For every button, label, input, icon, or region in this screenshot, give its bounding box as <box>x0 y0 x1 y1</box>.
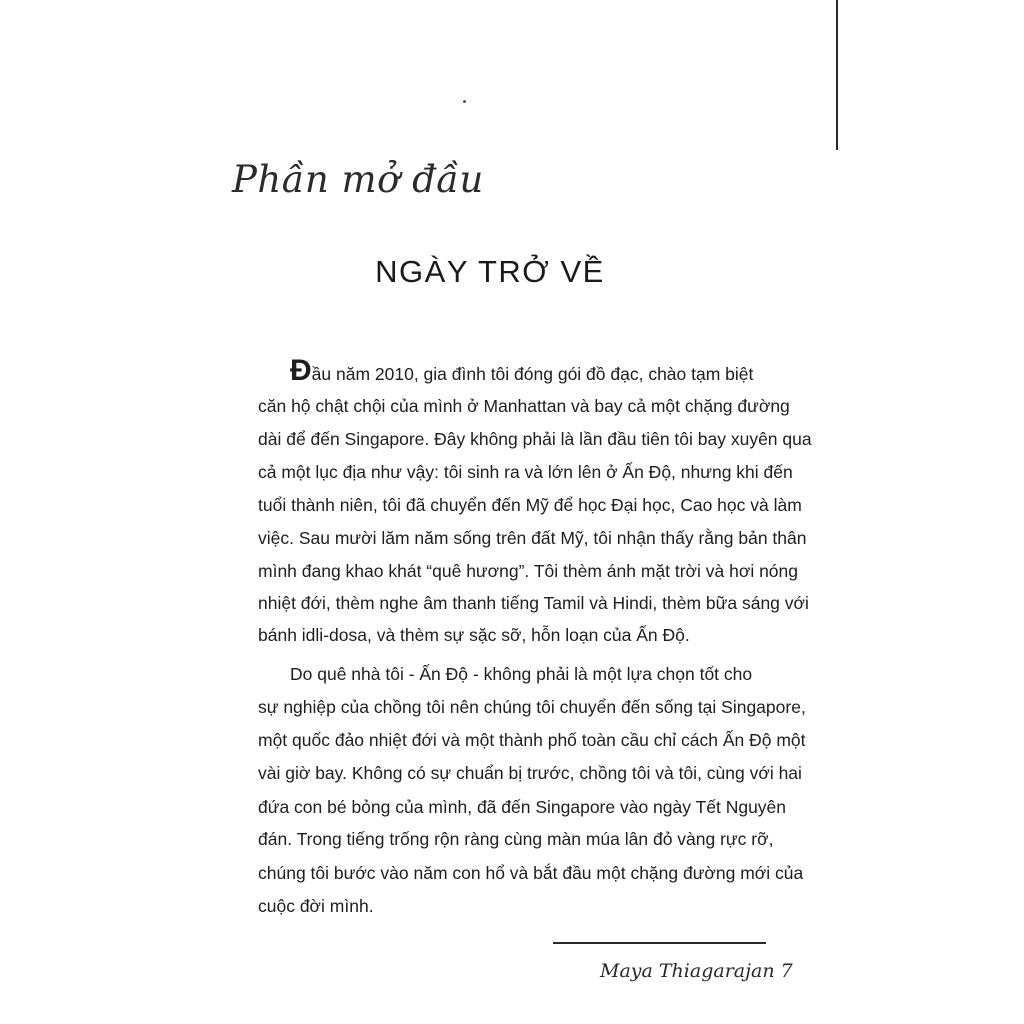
paragraph-1-line <box>290 354 754 387</box>
paragraph-2-line: chúng tôi bước vào năm con hổ và bắt đầu một chặng đường mới của <box>258 863 804 883</box>
footer-rule <box>553 942 766 944</box>
page-number: 7 <box>780 960 793 982</box>
paragraph-1-line: nhiệt đới, thèm nghe âm thanh tiếng Tamil và Hindi, thèm bữa sáng với <box>258 593 809 613</box>
paragraph-1-line: mình đang khao khát “quê hương”. Tôi thèm ánh mặt trời và hơi nóng <box>258 561 799 581</box>
page-edge-line <box>836 0 838 150</box>
chapter-title: NGÀY TRỞ VỀ <box>375 254 605 289</box>
paragraph-2-line: cuộc đời mình. <box>258 896 374 916</box>
paragraph-1-line: bánh idli-dosa, và thèm sự sặc sỡ, hỗn loạn của Ấn Độ. <box>258 625 690 645</box>
paragraph-1-line-text: ầu năm 2010, gia đình tôi đóng gói đồ đạc, chào tạm biệt <box>311 364 754 384</box>
footer-author: Maya Thiagarajan <box>600 960 775 982</box>
paragraph-1-line: căn hộ chật chội của mình ở Manhattan và bay cả một chặng đường <box>258 396 790 416</box>
section-label: Phần mở đầu <box>232 158 484 201</box>
paragraph-2-line: vài giờ bay. Không có sự chuẩn bị trước, chồng tôi và tôi, cùng với hai <box>258 763 802 783</box>
paragraph-2-line: sự nghiệp của chồng tôi nên chúng tôi chuyển đến sống tại Singapore, <box>258 697 806 717</box>
paragraph-1-line: dài để đến Singapore. Đây không phải là lần đầu tiên tôi bay xuyên qua <box>258 429 812 449</box>
dropcap: Đ <box>290 354 312 387</box>
paragraph-2-line: đứa con bé bỏng của mình, đã đến Singapore vào ngày Tết Nguyên <box>258 797 787 817</box>
paragraph-1-line: tuổi thành niên, tôi đã chuyển đến Mỹ để học Đại học, Cao học và làm <box>258 495 802 515</box>
print-speck <box>463 100 466 103</box>
paragraph-2-line: đán. Trong tiếng trống rộn ràng cùng màn múa lân đỏ vàng rực rỡ, <box>258 829 774 849</box>
paragraph-2-line: Do quê nhà tôi - Ấn Độ - không phải là một lựa chọn tốt cho <box>290 664 753 684</box>
paragraph-2-line: một quốc đảo nhiệt đới và một thành phố toàn cầu chỉ cách Ấn Độ một <box>258 730 806 750</box>
paragraph-1-line: việc. Sau mười lăm năm sống trên đất Mỹ, tôi nhận thấy rằng bản thân <box>258 528 807 548</box>
paragraph-1-line: cả một lục địa như vậy: tôi sinh ra và lớn lên ở Ấn Độ, nhưng khi đến <box>258 462 793 482</box>
page-footer <box>600 960 793 982</box>
